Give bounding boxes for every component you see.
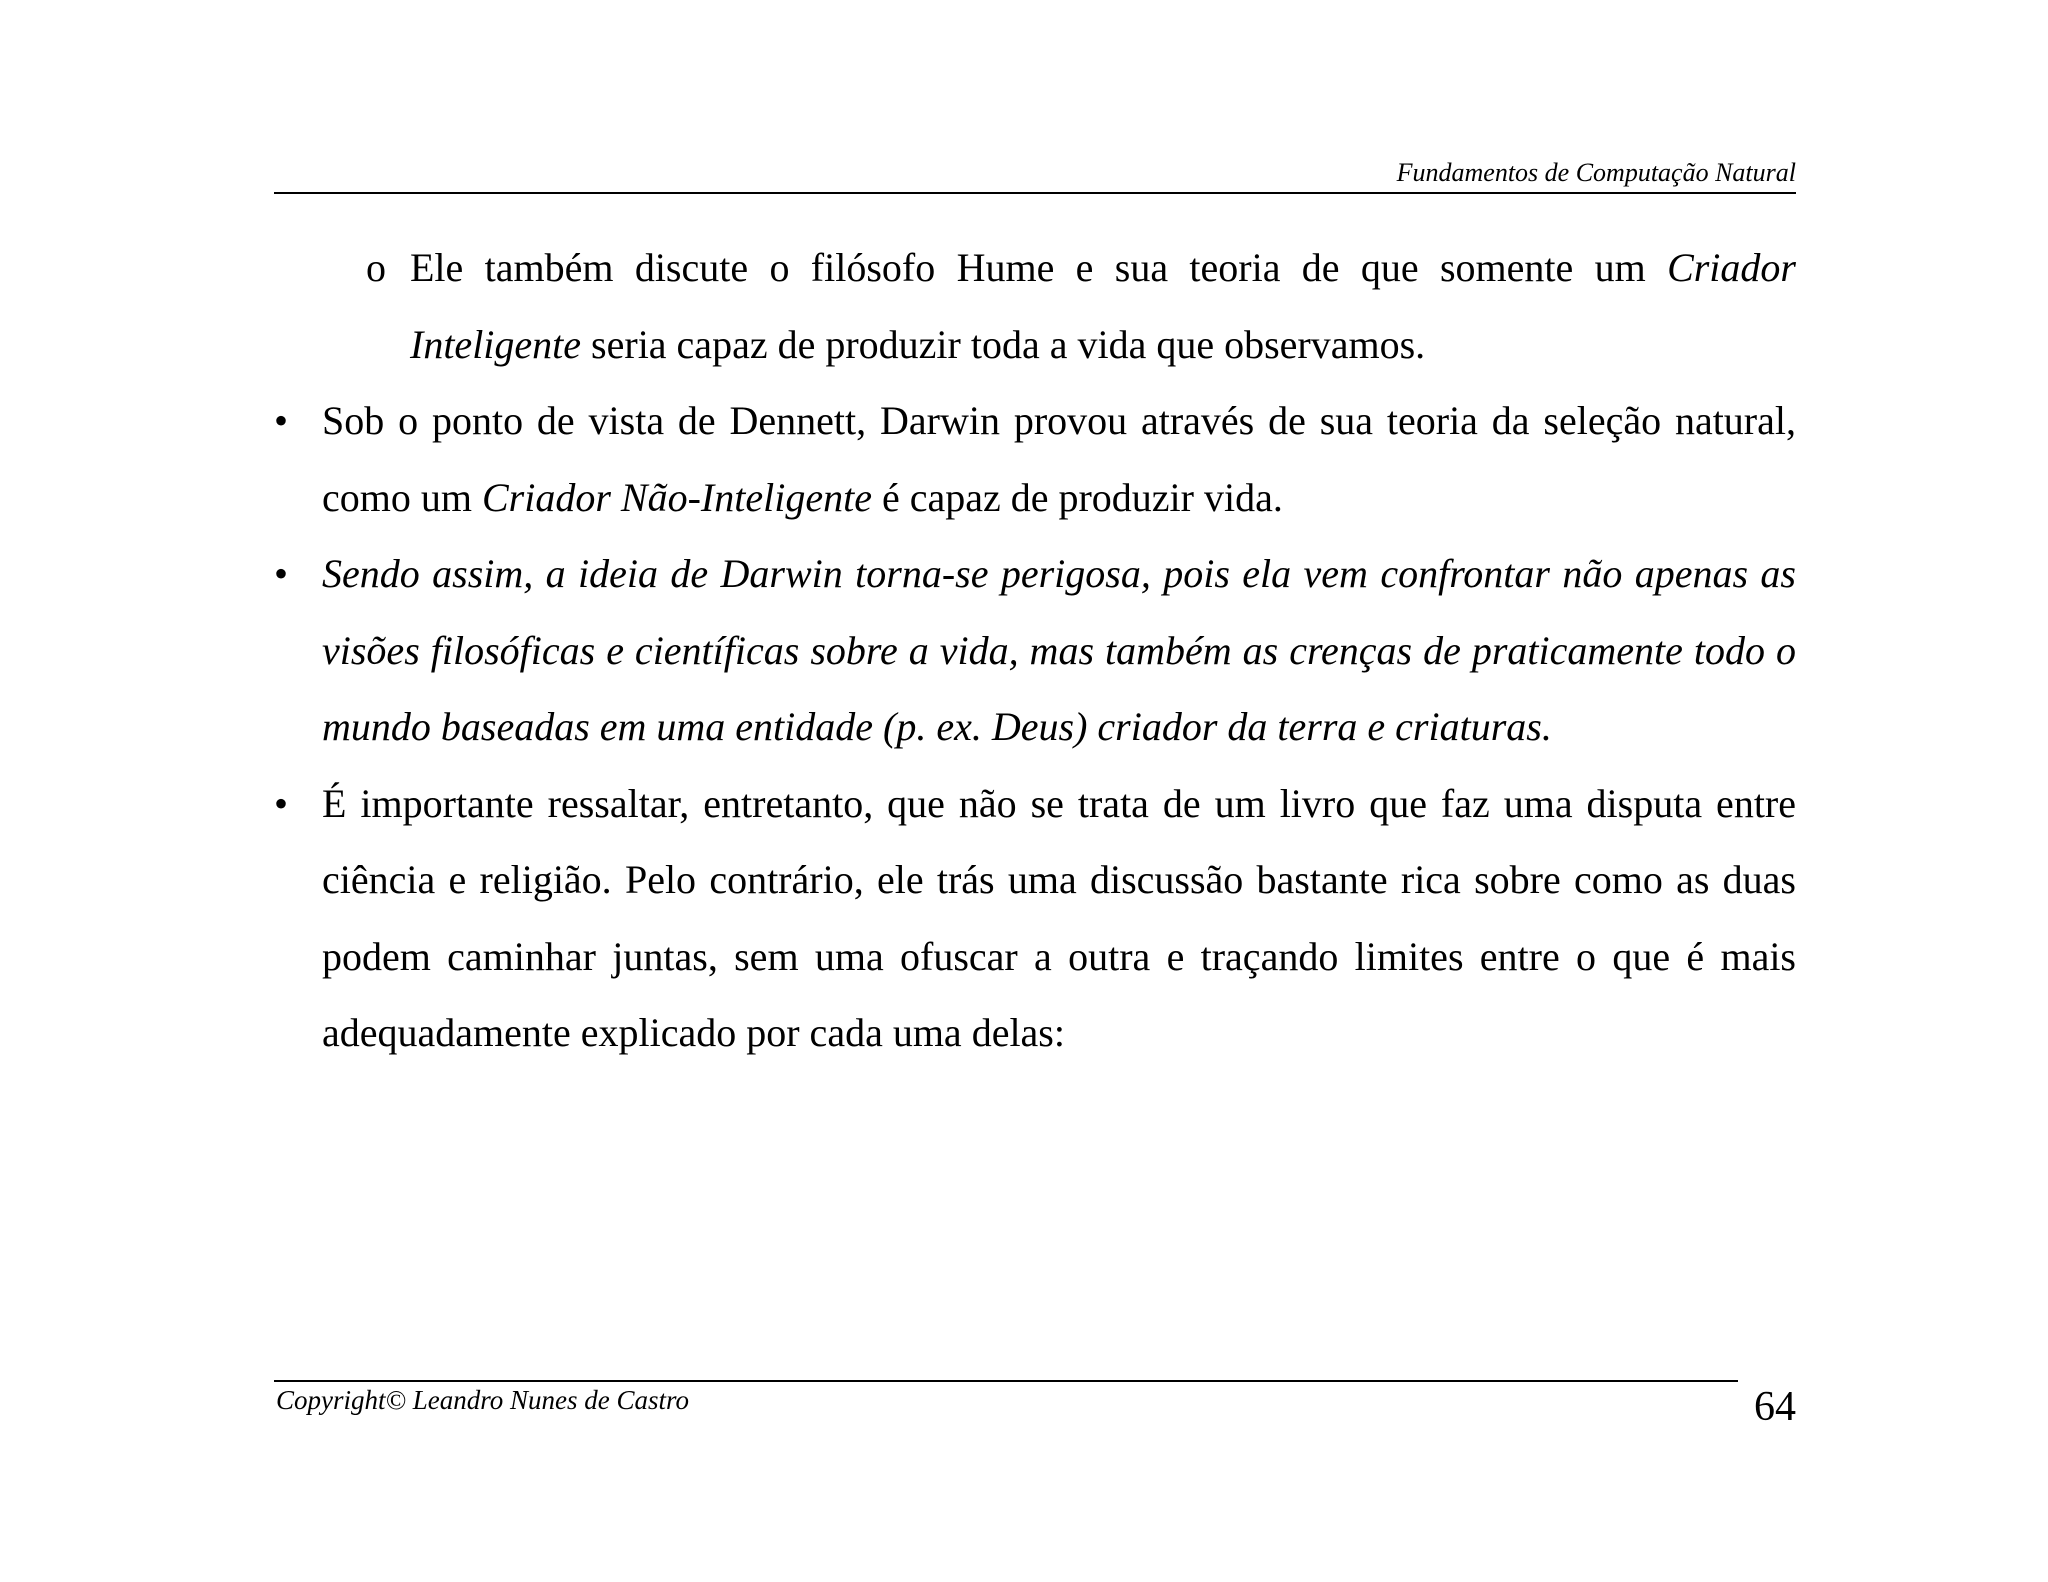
page-number: 64 [1754, 1384, 1796, 1430]
footer-copyright: Copyright© Leandro Nunes de Castro [276, 1385, 690, 1415]
text-run: Sob o ponto de vista de Dennett, Darwin provou através de sua teoria da seleção natural, como um [322, 398, 1796, 520]
bullet-text-italic: Sendo assim, a ideia de Darwin torna-se perigosa, pois ela vem confrontar não apenas as visões filosóficas e científicas sobre a vida, mas também as crenças de praticamente todo o mundo baseadas em uma entidade (p. ex. Deus) criador da terra e criaturas. [322, 551, 1796, 749]
header-divider [274, 192, 1796, 194]
sub-bullet-text [410, 230, 1796, 383]
running-header-title: Fundamentos de Computação Natural [1396, 158, 1796, 187]
bullet-text: É importante ressaltar, entretanto, que não se trata de um livro que faz uma disputa entre ciência e religião. Pelo contrário, ele trás uma discussão bastante rica sobre como as duas podem caminhar juntas, sem uma ofuscar a outra e traçando limites entre o que é mais adequadamente explicado por cada uma delas: [322, 780, 1796, 1055]
text-run: seria capaz de produzir toda a vida que observamos. [581, 321, 1426, 367]
bullet-text [322, 383, 1796, 536]
italic-term: Criador Não-Inteligente [481, 474, 872, 520]
bullet-dot: • [274, 398, 289, 443]
hollow-circle-bullet: o [366, 245, 386, 290]
text-run: Ele também discute o filósofo Hume e sua teoria de que somente um [410, 245, 1668, 290]
page-body [274, 230, 1796, 1072]
footer-divider [274, 1380, 1738, 1382]
sub-bullet-item [274, 230, 1796, 383]
italic-term: Criador Inteligente [410, 245, 1796, 367]
text-run: é capaz de produzir vida. [871, 474, 1283, 520]
bullet-item [274, 766, 1796, 1072]
bullet-item [274, 536, 1796, 766]
bullet-item [274, 383, 1796, 536]
bullet-dot: • [274, 780, 289, 826]
bullet-dot: • [274, 551, 289, 596]
